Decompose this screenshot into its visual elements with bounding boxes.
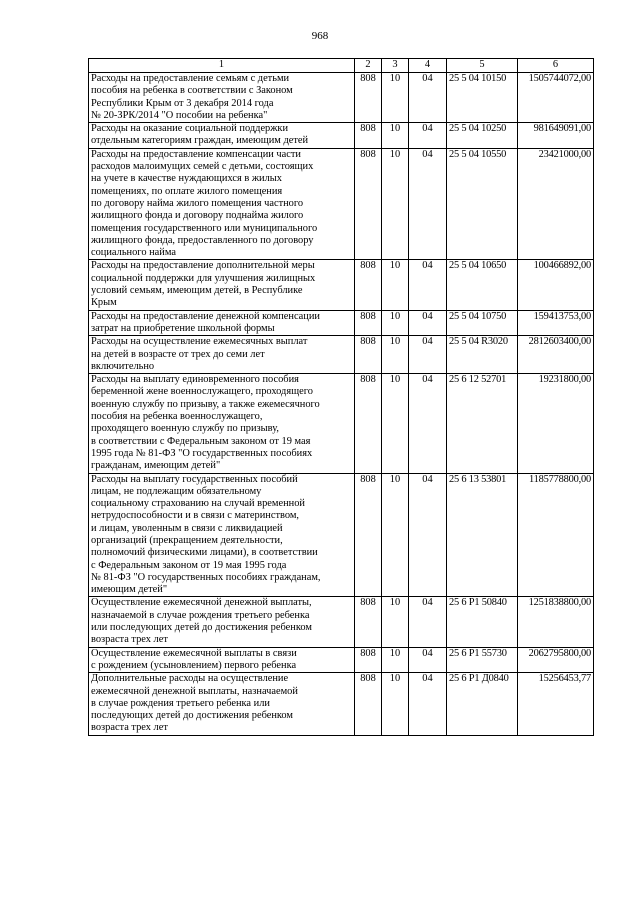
subsection-code: 04 — [409, 310, 447, 336]
section-code: 10 — [382, 73, 409, 123]
amount-value: 1505744072,00 — [518, 73, 594, 123]
amount-value: 981649091,00 — [518, 123, 594, 149]
target-article-code: 25 5 04 10750 — [447, 310, 518, 336]
expense-description: Дополнительные расходы на осуществление ежемесячной денежной выплаты, назначаемой в случае рождения третьего ребенка или последующих детей до достижения ребенком возраста трех лет — [89, 673, 355, 735]
ministry-code: 808 — [355, 310, 382, 336]
amount-value: 1185778800,00 — [518, 473, 594, 597]
subsection-code: 04 — [409, 123, 447, 149]
section-code: 10 — [382, 673, 409, 735]
column-header: 2 — [355, 59, 382, 73]
ministry-code: 808 — [355, 73, 382, 123]
section-code: 10 — [382, 597, 409, 647]
expense-description: Осуществление ежемесячной денежной выплаты, назначаемой в случае рождения третьего ребенка или последующих детей до достижения ребенком возраста трех лет — [89, 597, 355, 647]
subsection-code: 04 — [409, 374, 447, 473]
target-article-code: 25 6 P1 50840 — [447, 597, 518, 647]
target-article-code: 25 6 P1 55730 — [447, 647, 518, 673]
expense-description: Расходы на осуществление ежемесячных выплат на детей в возрасте от трех до семи лет включительно — [89, 336, 355, 374]
table-row — [89, 673, 594, 735]
section-code: 10 — [382, 310, 409, 336]
table-row — [89, 148, 594, 260]
ministry-code: 808 — [355, 647, 382, 673]
column-header: 5 — [447, 59, 518, 73]
expense-description: Расходы на предоставление денежной компенсации затрат на приобретение школьной формы — [89, 310, 355, 336]
column-header: 6 — [518, 59, 594, 73]
target-article-code: 25 6 P1 Д0840 — [447, 673, 518, 735]
column-header: 3 — [382, 59, 409, 73]
ministry-code: 808 — [355, 148, 382, 260]
table-row — [89, 597, 594, 647]
expense-description: Расходы на выплату единовременного пособия беременной жене военнослужащего, проходящего военную службу по призыву, а также ежемесячного пособия на ребенка военнослужащего, проходящего военную службу по призыву, в соответствии с Федеральным законом от 19 мая 1995 года № 81-ФЗ "О государственных пособиях гражданам, имеющим детей" — [89, 374, 355, 473]
amount-value: 2812603400,00 — [518, 336, 594, 374]
amount-value: 19231800,00 — [518, 374, 594, 473]
section-code: 10 — [382, 374, 409, 473]
expense-description: Расходы на предоставление компенсации части расходов малоимущих семей с детьми, состоящих на учете в качестве нуждающихся в жилых помещениях, по оплате жилого помещения по договору найма жилого помещения частного жилищного фонда и договору поднайма жилого помещения государственного или муниципального жилищного фонда, предоставленного по договору социального найма — [89, 148, 355, 260]
ministry-code: 808 — [355, 473, 382, 597]
expense-description: Расходы на оказание социальной поддержки отдельным категориям граждан, имеющим детей — [89, 123, 355, 149]
subsection-code: 04 — [409, 673, 447, 735]
subsection-code: 04 — [409, 148, 447, 260]
page-number: 968 — [311, 30, 329, 42]
ministry-code: 808 — [355, 597, 382, 647]
ministry-code: 808 — [355, 260, 382, 310]
subsection-code: 04 — [409, 260, 447, 310]
section-code: 10 — [382, 473, 409, 597]
column-header: 1 — [89, 59, 355, 73]
budget-table — [88, 58, 594, 736]
table-row — [89, 473, 594, 597]
target-article-code: 25 5 04 10250 — [447, 123, 518, 149]
ministry-code: 808 — [355, 123, 382, 149]
header-row — [89, 59, 594, 73]
amount-value: 2062795800,00 — [518, 647, 594, 673]
subsection-code: 04 — [409, 73, 447, 123]
target-article-code: 25 5 04 10550 — [447, 148, 518, 260]
expense-description: Расходы на предоставление дополнительной меры социальной поддержки для улучшения жилищных условий семьям, имеющим детей, в Республике Крым — [89, 260, 355, 310]
target-article-code: 25 5 04 R3020 — [447, 336, 518, 374]
expense-description: Расходы на предоставление семьям с детьми пособия на ребенка в соответствии с Законом Республики Крым от 3 декабря 2014 года № 20-ЗРК/2014 "О пособии на ребенка" — [89, 73, 355, 123]
amount-value: 23421000,00 — [518, 148, 594, 260]
amount-value: 1251838800,00 — [518, 597, 594, 647]
table-row — [89, 260, 594, 310]
table-row — [89, 647, 594, 673]
subsection-code: 04 — [409, 597, 447, 647]
table-row — [89, 73, 594, 123]
amount-value: 15256453,77 — [518, 673, 594, 735]
ministry-code: 808 — [355, 336, 382, 374]
expense-description: Осуществление ежемесячной выплаты в связи с рождением (усыновлением) первого ребенка — [89, 647, 355, 673]
ministry-code: 808 — [355, 673, 382, 735]
table-row — [89, 336, 594, 374]
section-code: 10 — [382, 260, 409, 310]
subsection-code: 04 — [409, 647, 447, 673]
expense-description: Расходы на выплату государственных пособий лицам, не подлежащим обязательному социальному страхованию на случай временной нетрудоспособности и в связи с материнством, и лицам, уволенным в связи с ликвидацией организаций (прекращением деятельности, полномочий физическими лицами), в соответствии с Федеральным законом от 19 мая 1995 года № 81-ФЗ "О государственных пособиях гражданам, имеющим детей" — [89, 473, 355, 597]
target-article-code: 25 5 04 10150 — [447, 73, 518, 123]
table-row — [89, 123, 594, 149]
table-row — [89, 374, 594, 473]
section-code: 10 — [382, 336, 409, 374]
section-code: 10 — [382, 148, 409, 260]
target-article-code: 25 6 12 52701 — [447, 374, 518, 473]
target-article-code: 25 6 13 53801 — [447, 473, 518, 597]
section-code: 10 — [382, 647, 409, 673]
table-row — [89, 310, 594, 336]
column-header: 4 — [409, 59, 447, 73]
amount-value: 159413753,00 — [518, 310, 594, 336]
subsection-code: 04 — [409, 473, 447, 597]
amount-value: 100466892,00 — [518, 260, 594, 310]
target-article-code: 25 5 04 10650 — [447, 260, 518, 310]
section-code: 10 — [382, 123, 409, 149]
ministry-code: 808 — [355, 374, 382, 473]
subsection-code: 04 — [409, 336, 447, 374]
